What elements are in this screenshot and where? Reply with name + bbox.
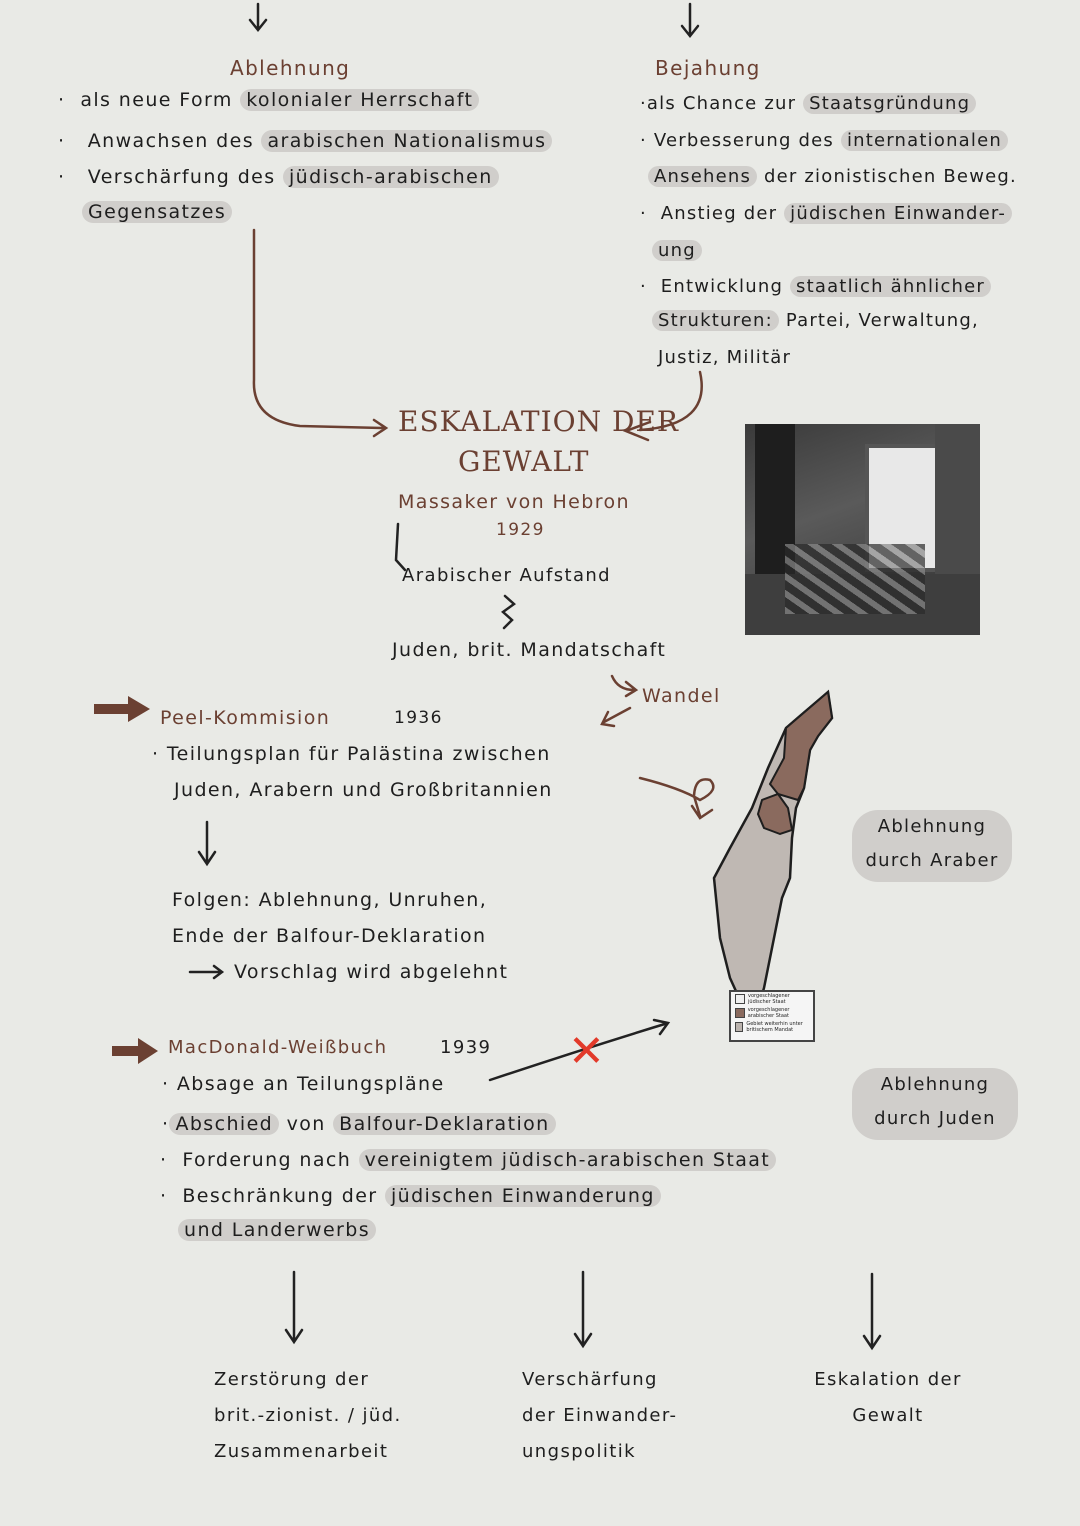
legend-label-1: vorgeschlagener jüdischer Staat: [748, 993, 790, 1005]
left-item-2-highlight: arabischen Nationalismus: [261, 130, 552, 152]
legend-swatch-3: [735, 1022, 743, 1032]
macdonald-item-4-highlight-2: und Landerwerbs: [178, 1219, 376, 1241]
cross-icon: ✕: [568, 1026, 605, 1077]
right-line-4-highlight: jüdischen Einwander-: [784, 203, 1012, 224]
legend-row-1: [731, 992, 813, 1006]
escalation-title-1: ESKALATION DER: [398, 405, 679, 438]
left-item-2-text: Anwachsen des: [87, 130, 262, 152]
right-line-2-highlight: internationalen: [841, 130, 1008, 151]
right-line-6-text: Entwicklung: [660, 276, 791, 297]
ablehnung-araber-badge: [852, 810, 1012, 882]
ablehnung-araber-line-1: Ablehnung: [877, 816, 987, 837]
right-heading: Bejahung: [655, 56, 761, 80]
map-legend: [729, 990, 815, 1042]
right-line-1-text: als Chance zur: [646, 93, 804, 114]
result-3-line-1: Eskalation der: [814, 1369, 962, 1390]
right-line-8: Justiz, Militär: [658, 347, 792, 368]
left-item-1: · als neue Form kolonialer Herrschaft: [58, 86, 479, 114]
result-2-line-3: ungspolitik: [522, 1441, 636, 1462]
legend-label-2: vorgeschlagener arabischer Staat: [747, 1007, 790, 1019]
right-line-3-highlight: Ansehens: [648, 166, 757, 187]
result-1-line-2: brit.-zionist. / jüd.: [214, 1405, 402, 1426]
juden-label: Juden, brit. Mandatschaft: [392, 639, 667, 661]
macdonald-item-4: · Beschränkung der jüdischen Einwanderung: [160, 1182, 661, 1210]
macdonald-item-3-text: Forderung nach: [182, 1149, 359, 1171]
arrow-right-icon-2: [110, 1036, 160, 1066]
result-3: [798, 1362, 978, 1434]
peel-folgen-1: Folgen: Ablehnung, Unruhen,: [172, 889, 488, 911]
right-line-5-highlight: ung: [652, 240, 702, 261]
macdonald-item-2: · Abschied von Balfour-Deklaration: [162, 1110, 556, 1138]
ablehnung-juden-line-1: Ablehnung: [880, 1074, 990, 1095]
massaker-year: 1929: [496, 520, 545, 540]
right-line-7: [652, 307, 979, 335]
ablehnung-juden-badge: [852, 1068, 1018, 1140]
macdonald-item-2-highlight-1: Abschied: [169, 1113, 279, 1135]
photo-debris: [785, 544, 925, 614]
legend-row-2: [731, 1006, 813, 1020]
result-2: [522, 1362, 677, 1470]
macdonald-item-4-continued: [178, 1216, 376, 1244]
macdonald-title: MacDonald-Weißbuch: [168, 1037, 388, 1058]
legend-row-3: [731, 1020, 813, 1034]
macdonald-item-4-text: Beschränkung der: [182, 1185, 385, 1207]
legend-label-3: Gebiet weiterhin unter britischem Mandat: [746, 1021, 803, 1033]
right-line-2-text: Verbesserung des: [653, 130, 841, 151]
result-1: [214, 1362, 402, 1470]
left-item-3-continued: [82, 198, 232, 226]
macdonald-item-3: · Forderung nach vereinigtem jüdisch-arabischen Staat: [160, 1146, 776, 1174]
escalation-title-2: GEWALT: [458, 445, 590, 478]
macdonald-item-1: · Absage an Teilungspläne: [162, 1073, 445, 1095]
legend-swatch-1: [735, 994, 745, 1004]
ablehnung-araber-line-2: durch Araber: [865, 850, 999, 871]
peel-plan-2: Juden, Arabern und Großbritannien: [174, 779, 553, 801]
result-1-line-1: Zerstörung der: [214, 1369, 370, 1390]
legend-swatch-2: [735, 1008, 745, 1018]
macdonald-item-3-highlight: vereinigtem jüdisch-arabischen Staat: [359, 1149, 777, 1171]
right-line-5: [652, 237, 702, 265]
right-line-2: · Verbesserung des internationalen: [640, 127, 1008, 155]
peel-year: 1936: [394, 708, 443, 728]
wandel-label: Wandel: [642, 685, 721, 707]
right-line-4-text: Anstieg der: [660, 203, 785, 224]
macdonald-item-2-text: von: [279, 1113, 334, 1135]
right-line-6: · Entwicklung staatlich ähnlicher: [640, 273, 991, 301]
left-item-1-highlight: kolonialer Herrschaft: [240, 89, 479, 111]
ablehnung-juden-line-2: durch Juden: [874, 1108, 996, 1129]
left-item-3: · Verschärfung des jüdisch-arabischen: [58, 163, 499, 191]
peel-folgen-2: Ende der Balfour-Deklaration: [172, 925, 487, 947]
result-2-line-1: Verschärfung: [522, 1369, 658, 1390]
result-1-line-3: Zusammenarbeit: [214, 1441, 389, 1462]
macdonald-item-4-highlight: jüdischen Einwanderung: [385, 1185, 661, 1207]
left-item-1-text: als neue Form: [80, 89, 241, 111]
right-line-7-highlight: Strukturen:: [652, 310, 779, 331]
right-line-4: · Anstieg der jüdischen Einwander-: [640, 200, 1012, 228]
result-3-line-2: Gewalt: [852, 1405, 924, 1426]
left-item-3-highlight-2: Gegensatzes: [82, 201, 232, 223]
left-heading: Ablehnung: [230, 56, 351, 80]
macdonald-item-1-text: Absage an Teilungspläne: [176, 1073, 445, 1095]
peel-vorschlag: Vorschlag wird abgelehnt: [234, 961, 509, 983]
right-line-3: [648, 163, 1017, 191]
macdonald-item-2-highlight-2: Balfour-Deklaration: [333, 1113, 555, 1135]
macdonald-year: 1939: [440, 1037, 492, 1058]
left-item-3-text: Verschärfung des: [87, 166, 283, 188]
massaker-label: Massaker von Hebron: [398, 491, 630, 513]
right-line-7-text: Partei, Verwaltung,: [778, 310, 979, 331]
result-2-line-2: der Einwander-: [522, 1405, 678, 1426]
right-line-6-highlight: staatlich ähnlicher: [790, 276, 991, 297]
right-line-1: ·als Chance zur Staatsgründung: [640, 90, 976, 118]
right-line-1-highlight: Staatsgründung: [803, 93, 976, 114]
aufstand-label: Arabischer Aufstand: [402, 565, 612, 586]
hebron-photo: [745, 424, 980, 635]
peel-plan-1-text: Teilungsplan für Palästina zwischen: [166, 743, 551, 765]
peel-title: Peel-Kommision: [160, 707, 331, 729]
arrow-right-icon: [92, 694, 152, 724]
left-item-2: · Anwachsen des arabischen Nationalismus: [58, 127, 552, 155]
left-item-3-highlight: jüdisch-arabischen: [283, 166, 499, 188]
peel-plan-1: · Teilungsplan für Palästina zwischen: [152, 743, 551, 765]
right-line-3-text: der zionistischen Beweg.: [757, 166, 1017, 187]
